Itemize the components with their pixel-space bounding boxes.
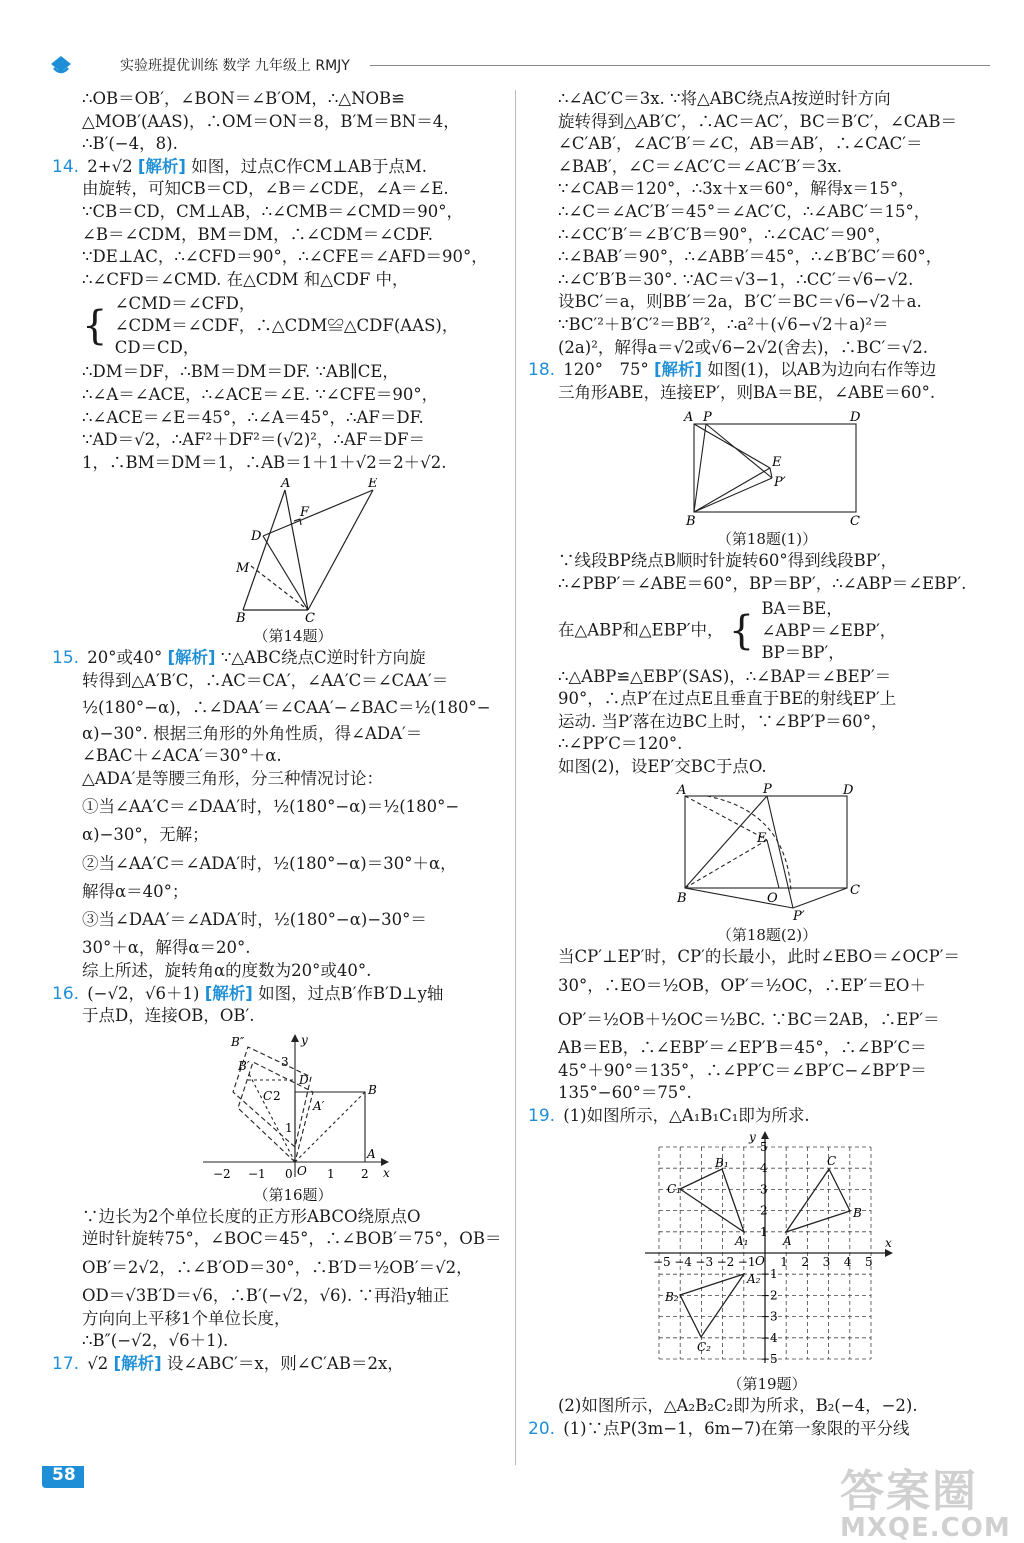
label-D: D [299,1072,309,1087]
system-line: ∠CMD＝∠CFD， [114,294,256,314]
text-line: ∴∠PBP′＝∠ABE＝60°，BP＝BP′，∴∠ABP＝∠EBP′. [558,573,967,593]
q20-first-line [528,1418,976,1441]
figure-q18-1 [672,408,862,526]
text-line: ∴∠A＝∠ACE，∴∠ACE＝∠E. ∵∠CFE＝90°， [82,384,439,404]
text-line: OP′＝½OB＋½OC＝½BC. ∵BC＝2AB，∴EP′＝ [558,1010,940,1030]
question-14 [52,156,504,648]
text-line: (2a)²，解得a＝√2或√6−2√2(舍去)，∴BC′＝√2. [558,337,928,357]
text: 如图，过点B′作B′D⊥y轴 [258,983,444,1003]
figure-q14 [208,478,378,623]
label-B2: B″ [231,1034,245,1049]
brace: { [82,303,108,350]
text-line: ∴B′(−4，8). [82,134,178,154]
right-column [528,88,976,1441]
q19-first-line [528,1105,976,1128]
figure-q16 [193,1032,393,1182]
text-line: 综上所述，旋转角α的度数为20°或40°. [82,961,372,981]
figure-caption: （第19题） [727,1375,807,1394]
answer: 2+√2 [87,156,133,176]
label-A: A [684,410,694,426]
question-19 [528,1105,976,1418]
text-line: ∴∠CFD＝∠CMD. 在△CDM 和△CDF 中， [82,269,409,289]
y-tick-label: −2 [760,1288,778,1303]
text-line: 如图(2)，设EP′交BC于点O. [558,756,767,776]
label-E: E [772,455,782,471]
label-A1: A₁ [735,1234,749,1249]
text-line: α)−30°. 根据三角形的外角性质，得∠ADA′＝ [82,723,423,743]
question-number: 19. [528,1105,556,1126]
analysis-tag: [解析] [204,983,253,1003]
text-line: 解得α＝40°； [82,881,189,901]
label-B: B [853,1206,862,1221]
label-B1: B′ [238,1058,250,1073]
label-P: P [703,410,712,426]
q14-first-line [52,156,504,179]
question-number: 14. [52,156,80,177]
x-tick-label: −2 [716,1255,735,1270]
label-B: B [677,891,687,907]
x-tick-label: 1 [780,1255,788,1270]
tick-2: 2 [273,1088,281,1103]
x-tick-label: 2 [801,1255,810,1270]
x-tick-label: −1 [737,1255,756,1270]
analysis-tag: [解析] [137,156,186,176]
label-O: O [297,1163,307,1178]
x-tick-label: 5 [865,1255,873,1270]
text-line: ∠C′AB′，∠AC′B′＝∠C，AB＝AB′，∴∠CAC′＝ [558,134,923,154]
text-line: 方向向上平移1个单位长度， [82,1308,291,1328]
figure-q18-2 [667,782,867,922]
text-line: 旋转得到△AB′C′，∴AC＝AC′，BC＝B′C′，∠CAB＝ [558,111,957,131]
y-tick-label: 1 [760,1225,768,1240]
text: 如图(1)，以AB为边向右作等边 [707,360,937,380]
question-number: 18. [528,360,556,381]
text-line: ∵AD＝√2，∴AF²＋DF²＝(√2)²，∴AF＝DF＝ [82,430,425,450]
question-number: 16. [52,983,80,1004]
label-P: P [763,782,772,798]
x-tick-label: 3 [822,1255,831,1270]
text: (1)∵点P(3m−1，6m−7)在第一象限的平分线 [563,1419,910,1439]
text-line: ∵∠CAB＝120°，∴3x＋x＝60°，解得x＝15°， [558,179,915,199]
label-E: E [757,831,767,847]
tick-x0: 0 [285,1166,293,1181]
label-B: B [368,1082,377,1097]
text-line: ∠BAB′，∠C＝∠AC′C＝∠AC′B′＝3x. [558,156,842,176]
question-number: 20. [528,1419,556,1440]
text-line: ∵线段BP绕点B顺时针旋转60°得到线段BP′， [558,551,898,571]
left-column [52,88,504,1375]
y-tick-label: 4 [760,1161,768,1176]
label-B1: B₁ [715,1156,729,1171]
tick-xm2: −2 [213,1166,231,1181]
header-rule [370,65,990,66]
header-title: 实验班提优训练 数学 九年级上 RMJY [120,58,350,74]
y-tick-label: −5 [760,1352,778,1367]
text-line: ③当∠DAA′＝∠ADA′时，½(180°−α)−30°＝ [82,910,427,930]
text-line: 当CP′⊥EP′时，CP′的长最小，此时∠EBO＝∠OCP′＝ [558,947,961,967]
x-tick-label: −3 [695,1255,714,1270]
x-tick-label: −5 [653,1255,671,1270]
label-D: D [843,783,854,799]
q17-continued [528,88,976,359]
text-line: ∠B＝∠CDM，BM＝DM，∴∠CDM＝∠CDF. [82,224,434,244]
system-intro: 在△ABP和△EBP′中， [558,620,724,640]
watermark-logo [840,1455,1011,1543]
text: 如图，过点C作CM⊥AB于点M. [191,156,428,176]
analysis-tag: [解析] [654,360,703,380]
system-line: BA＝BE， [761,598,843,618]
label-y: y [749,1131,756,1145]
y-tick-label: 5 [760,1140,768,1155]
label-C1: C₁ [667,1182,681,1197]
label-C: C [827,1154,837,1169]
question-number: 17. [52,1353,80,1374]
x-tick-label: 4 [843,1255,852,1270]
label-A: A [783,1234,792,1249]
q16-first-line [52,983,504,1006]
page-number: 58 [52,1465,76,1485]
text-line: ∴∠AC′C＝3x. ∵将△ABC绕点A按逆时针方向 [558,89,891,108]
text-line: 三角形ABE，连接EP′，则BA＝BE，∠ABE＝60°. [558,382,936,402]
text-line: 90°，∴点P′在过点E且垂直于BE的射线EP′上 [558,689,897,709]
text: ∵△ABC绕点C逆时针方向旋 [220,648,426,668]
book-logo-icon [48,52,74,78]
text: 设∠ABC′＝x，则∠C′AB＝2x， [166,1353,404,1373]
q17-first-line [52,1353,504,1376]
text-line: ∵DE⊥AC，∴∠CFD＝90°，∴∠CFE＝∠AFD＝90°， [82,247,488,267]
label-F: F [300,505,310,521]
text-line: 45°＋90°＝135°，∴∠PP′C＝∠BP′C−∠BP′P＝ [558,1060,927,1080]
watermark-line1: 答案圈 [840,1466,978,1517]
label-C: C [305,611,315,624]
text-line: ∴∠C′B′B＝30°. ∵AC＝√3−1，∴CC′＝√6−√2. [558,269,914,289]
text-line: ∴DM＝DF，∴BM＝DM＝DF. ∵AB∥CE， [82,362,399,382]
y-tick-label: 2 [760,1204,768,1219]
label-B: B [236,611,246,624]
text: (1)如图所示，△A₁B₁C₁即为所求. [563,1105,810,1125]
text-line: 由旋转，可知CB＝CD，∠B＝∠CDE，∠A＝∠E. [82,179,449,199]
text-line: α)−30°，无解； [82,825,209,845]
label-D: D [850,410,861,426]
tick-3: 3 [281,1054,289,1069]
text-line: 设BC′＝a，则BB′＝2a，B′C′＝BC＝√6−√2＋a. [558,292,922,312]
analysis-tag: [解析] [167,648,216,668]
text-line: ∴B″(−√2，√6＋1). [82,1331,229,1351]
text-line: 逆时针旋转75°，∠BOC＝45°，∴∠BOB′＝75°，OB＝ [82,1229,502,1249]
label-O: O [767,891,778,907]
label-E: E [368,478,378,492]
text-line: ∴△ABP≌△EBP′(SAS)，∴∠BAP＝∠BEP′＝ [558,666,892,686]
figure-q19 [637,1131,897,1371]
answer: (−√2，√6＋1) [87,983,200,1003]
y-tick-label: 3 [760,1182,768,1197]
label-M: M [236,561,250,577]
tick-xm1: −1 [248,1166,266,1181]
watermark-line2: MXQE.COM [840,1513,1011,1543]
text-line: 转得到△A′B′C，∴AC＝CA′，∠AA′C＝∠CAA′＝ [82,670,449,690]
text-line: ∴∠ACE＝∠E＝45°，∴∠A＝45°，∴AF＝DF. [82,407,424,427]
label-P1: P′ [793,909,805,923]
text-line: 于点D，连接OB，OB′. [82,1006,255,1026]
figure-caption: （第14题） [253,627,333,646]
q18-first-line [528,359,976,382]
label-C2: C₂ [697,1340,711,1355]
text-line: ∴∠C＝∠AC′B′＝45°＝∠AC′C，∴∠ABC′＝15°， [558,201,931,221]
text-line: ∵CB＝CD，CM⊥AB，∴∠CMB＝∠CMD＝90°， [82,201,463,221]
column-divider [515,90,516,1465]
x-tick-label: −4 [674,1255,692,1270]
label-A: A [281,478,291,492]
label-P1: P′ [774,475,786,491]
text-line: △ADA′是等腰三角形，分三种情况讨论： [82,768,383,788]
text-line: 1，∴BM＝DM＝1，∴AB＝1＋1＋√2＝2＋√2. [82,452,447,472]
label-B: B [686,514,696,527]
text-line: ∴∠BAB′＝90°，∴∠ABB′＝45°，∴∠B′BC′＝60°， [558,247,943,267]
label-A: A [677,783,687,799]
question-17 [52,1353,504,1376]
label-C: C [263,1088,273,1103]
text-line: 30°，∴EO＝½OB，OP′＝½OC，∴EP′＝EO＋ [558,976,926,996]
text-line: AB＝EB，∴∠EBP′＝∠EP′B＝45°，∴∠BP′C＝ [558,1038,927,1058]
tick-1: 1 [285,1120,293,1135]
y-tick-label: −1 [760,1267,778,1282]
label-B2: B₂ [665,1290,679,1305]
system-line: CD＝CD， [114,338,200,358]
text-line: ∠BAC＋∠ACA′＝30°＋α. [82,746,282,766]
label-O: O [755,1254,765,1269]
label-x: x [885,1236,892,1251]
label-A: A [367,1146,376,1161]
q13-tail [52,88,504,156]
question-number: 15. [52,648,80,669]
text-line: △MOB′(AAS)，∴OM＝ON＝8，B′M＝BN＝4， [82,111,460,131]
system-line: BP＝BP′， [761,642,845,662]
text-line: OB′＝2√2，∴∠B′OD＝30°，∴B′D＝½OB′＝√2， [82,1258,473,1278]
equation-system [82,293,504,359]
question-16 [52,983,504,1353]
text-line: ½(180°−α)，∴∠DAA′＝∠CAA′−∠BAC＝½(180°− [82,697,491,717]
text-line: (2)如图所示，△A₂B₂C₂即为所求，B₂(−4，−2). [558,1396,918,1416]
text-line: ∴∠CC′B′＝∠B′C′B＝90°，∴∠CAC′＝90°， [558,224,892,244]
tick-xp2: 2 [361,1166,369,1181]
label-C: C [850,514,860,527]
text-line: OD＝√3B′D＝√6，∴B′(−√2，√6). ∵再沿y轴正 [82,1286,450,1306]
label-A2: A₂ [747,1272,761,1287]
page-header [40,52,980,80]
system-line: ∠ABP＝∠EBP′， [761,620,897,640]
label-D: D [251,529,262,545]
text-line: 30°＋α，解得α＝20°. [82,938,251,958]
y-tick-label: −4 [760,1331,778,1346]
text-line: ①当∠AA′C＝∠DAA′时，½(180°−α)＝½(180°− [82,797,460,817]
text-line: ②当∠AA′C＝∠ADA′时，½(180°−α)＝30°＋α， [82,853,457,873]
text-line: ∵BC′²＋B′C′²＝BB′²，∴a²＋(√6−√2＋a)²＝ [558,314,889,334]
figure-caption: （第16题） [253,1185,333,1204]
q15-first-line [52,647,504,670]
y-tick-label: −3 [760,1310,778,1325]
label-C: C [850,883,860,899]
figure-caption: （第18题(1)） [716,530,818,549]
tick-xp1: 1 [327,1166,335,1181]
text-line: 135°−60°＝75°. [558,1083,692,1103]
analysis-tag: [解析] [113,1353,162,1373]
system-line: ∠CDM＝∠CDF，∴△CDM≌△CDF(AAS)， [114,316,459,336]
label-A1: A′ [313,1098,325,1113]
text-line: ∵边长为2个单位长度的正方形ABCO绕原点O [82,1206,421,1226]
label-y: y [301,1032,308,1047]
brace: { [728,607,755,654]
answer: 20°或40° [87,648,163,668]
answer: √2 [87,1353,109,1373]
text-line: 运动. 当P′落在边BC上时，∵∠BP′P＝60°， [558,711,888,731]
text-line: ∴∠PP′C＝120°. [558,734,683,754]
answer: 120° 75° [563,360,649,380]
text-line: ∴OB＝OB′，∠BON＝∠B′OM，∴△NOB≌ [82,89,405,108]
question-15 [52,647,504,982]
question-18 [528,359,976,1105]
label-x: x [383,1165,390,1180]
equation-system [558,598,976,664]
figure-caption: （第18题(2)） [716,926,818,945]
question-20 [528,1418,976,1441]
